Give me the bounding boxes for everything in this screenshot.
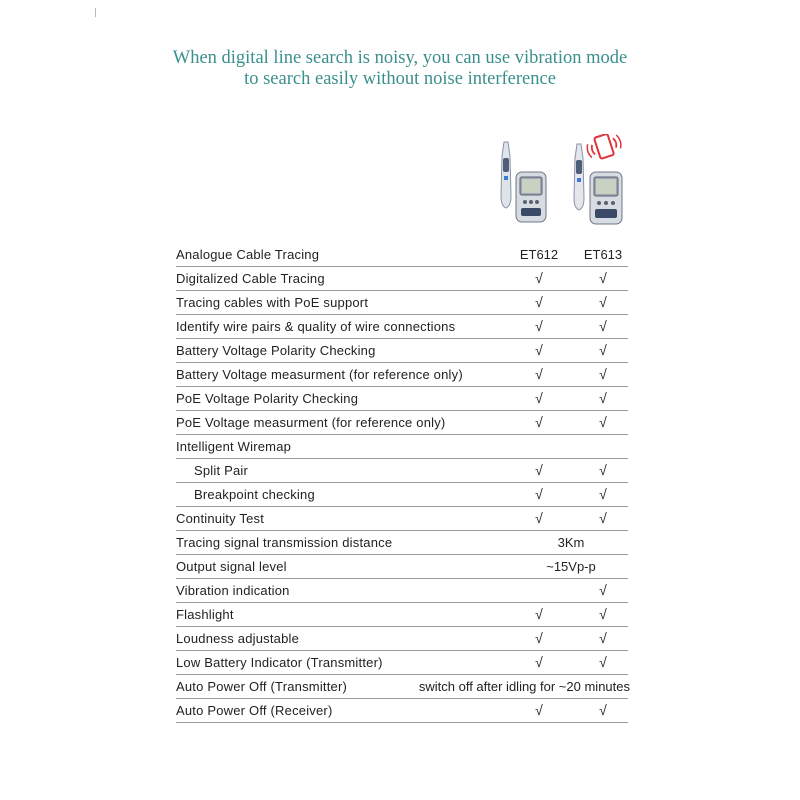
table-row [176, 603, 628, 627]
header-et612: ET612 [519, 247, 559, 262]
table-row [176, 435, 628, 459]
et612-check: √ [535, 390, 543, 406]
et612-check: √ [535, 366, 543, 382]
headline [0, 48, 800, 90]
table-row [176, 291, 628, 315]
corner-mark [95, 8, 96, 17]
et613-check: √ [599, 630, 607, 646]
table-row [176, 459, 628, 483]
et613-check: √ [599, 606, 607, 622]
row-feature: Auto Power Off (Receiver) [176, 703, 333, 718]
row-feature: Output signal level [176, 559, 287, 574]
vibrating-phone-icon [584, 134, 623, 162]
et613-check: √ [599, 318, 607, 334]
row-feature: Vibration indication [176, 583, 290, 598]
row-feature: Tracing signal transmission distance [176, 535, 393, 550]
et613-check: √ [599, 654, 607, 670]
et612-product-image [494, 136, 554, 226]
row-feature: Intelligent Wiremap [176, 439, 292, 454]
header-et613: ET613 [583, 247, 623, 262]
table-row [176, 387, 628, 411]
et612-check: √ [535, 606, 543, 622]
table-row [176, 315, 628, 339]
row-feature: Low Battery Indicator (Transmitter) [176, 655, 383, 670]
table-header-row [176, 243, 628, 267]
et613-check: √ [599, 342, 607, 358]
tester-device-icon [574, 144, 622, 224]
row-feature: Tracing cables with PoE support [176, 295, 369, 310]
row-shared-value: switch off after idling for ~20 minutes [418, 679, 630, 694]
row-feature: Breakpoint checking [194, 487, 315, 502]
et613-check: √ [599, 462, 607, 478]
et613-check: √ [599, 582, 607, 598]
row-feature: Continuity Test [176, 511, 265, 526]
headline-line-1: When digital line search is noisy, you can use vibration mode [172, 48, 628, 68]
et613-check: √ [599, 414, 607, 430]
et613-check: √ [599, 510, 607, 526]
et613-check: √ [599, 390, 607, 406]
et613-product-image [568, 134, 640, 226]
table-row [176, 627, 628, 651]
table-row [176, 483, 628, 507]
row-feature: PoE Voltage Polarity Checking [176, 391, 359, 406]
table-row [176, 555, 628, 579]
row-shared-value: ~15Vp-p [546, 559, 596, 574]
row-feature: Battery Voltage measurment (for reference only) [176, 367, 463, 382]
row-feature: Battery Voltage Polarity Checking [176, 343, 376, 358]
row-feature: Split Pair [194, 463, 249, 478]
table-row [176, 699, 628, 723]
spec-comparison-table [176, 243, 628, 723]
table-row [176, 651, 628, 675]
et612-check: √ [535, 318, 543, 334]
et612-check: √ [535, 630, 543, 646]
row-shared-value: 3Km [557, 535, 585, 550]
table-row [176, 507, 628, 531]
table-row [176, 267, 628, 291]
row-feature: PoE Voltage measurment (for reference only) [176, 415, 446, 430]
et613-check: √ [599, 366, 607, 382]
et613-check: √ [599, 270, 607, 286]
row-feature: Flashlight [176, 607, 234, 622]
et612-check: √ [535, 270, 543, 286]
tester-device-icon [501, 142, 546, 222]
table-row [176, 411, 628, 435]
et612-check: √ [535, 462, 543, 478]
row-feature: Loudness adjustable [176, 631, 300, 646]
table-row [176, 363, 628, 387]
row-feature: Auto Power Off (Transmitter) [176, 679, 348, 694]
header-feature: Analogue Cable Tracing [176, 247, 320, 262]
et612-check: √ [535, 654, 543, 670]
et612-check: √ [535, 294, 543, 310]
et612-check: √ [535, 702, 543, 718]
table-row [176, 675, 628, 699]
row-feature: Digitalized Cable Tracing [176, 271, 325, 286]
et612-check: √ [535, 414, 543, 430]
et613-check: √ [599, 702, 607, 718]
table-row [176, 531, 628, 555]
et612-check: √ [535, 486, 543, 502]
table-row [176, 339, 628, 363]
table-row [176, 579, 628, 603]
row-feature: Identify wire pairs & quality of wire connections [176, 319, 456, 334]
et612-check: √ [535, 510, 543, 526]
et612-check: √ [535, 342, 543, 358]
et613-check: √ [599, 294, 607, 310]
et613-check: √ [599, 486, 607, 502]
headline-line-2: to search easily without noise interference [244, 69, 556, 89]
